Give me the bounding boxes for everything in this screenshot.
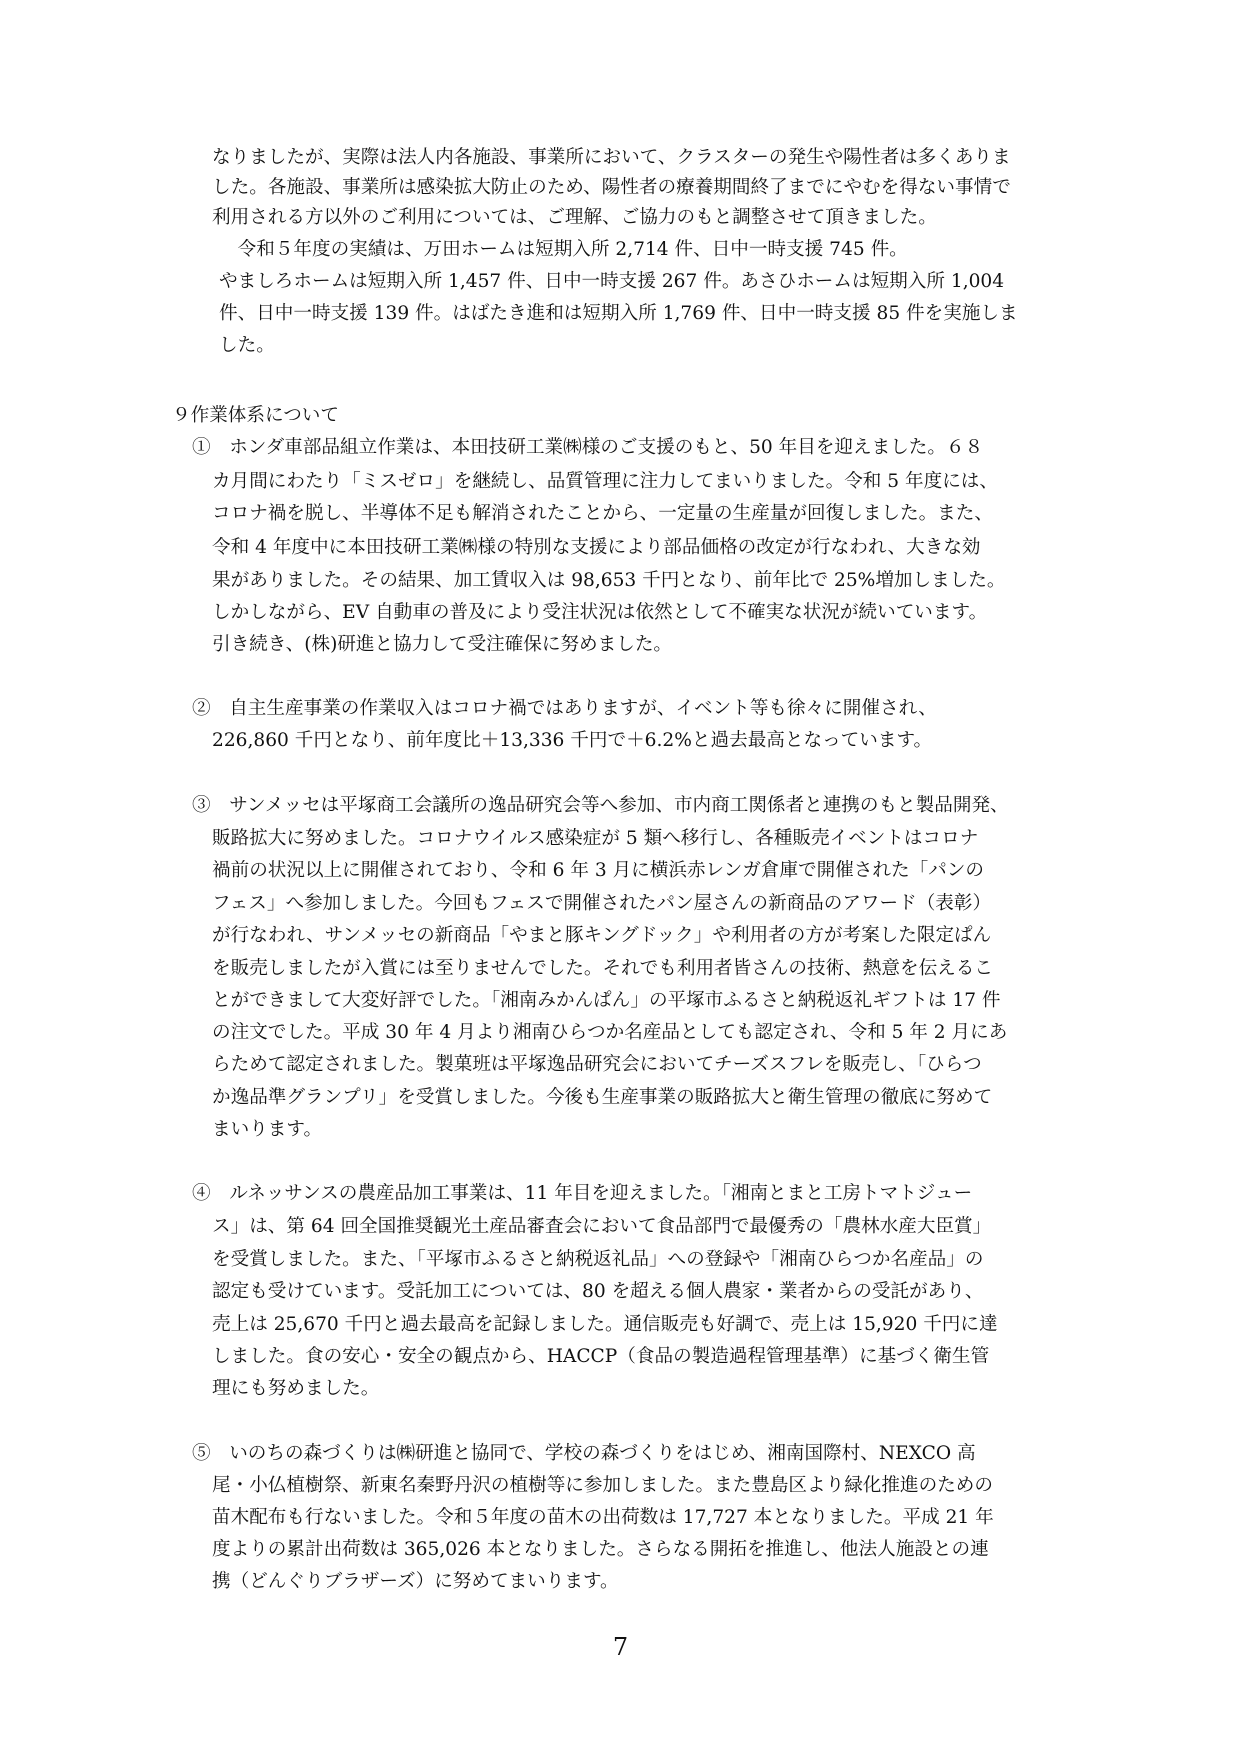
item-line: コロナ禍を脱し、半導体不足も解消されたことから、一定量の生産量が回復しました。また、	[212, 503, 993, 524]
item-line: らためて認定されました。製菓班は平塚逸品研究会においてチーズスフレを販売し、「ひらつ	[212, 1054, 982, 1075]
item-line: 売上は 25,670 千円と過去最高を記録しました。通信販売も好調で、売上は 15,920 千円に達	[212, 1314, 998, 1335]
item-line: が行なわれ、サンメッセの新商品「やまと豚キングドック」や利用者の方が考案した限定ぱん	[212, 925, 992, 946]
intro-line: 件、日中一時支援 139 件。はばたき進和は短期入所 1,769 件、日中一時支援 85 件を実施しま	[219, 303, 1018, 324]
item-line: 引き続き、(株)研進と協力して受注確保に努めました。	[212, 634, 673, 655]
item-line: まいります。	[212, 1119, 323, 1140]
item-line: カ月間にわたり「ミスゼロ」を継続し、品質管理に注力してまいりました。令和 5 年度には、	[212, 471, 998, 492]
item-line: ③ サンメッセは平塚商工会議所の逸品研究会等へ参加、市内商工関係者と連携のもと製品開発、	[192, 795, 1009, 816]
item-line: 苗木配布も行ないました。令和５年度の苗木の出荷数は 17,727 本となりました。平成 21 年	[212, 1507, 994, 1528]
item-line: の注文でした。平成 30 年 4 月より湘南ひらつか名産品としても認定され、令和 5 年 2 月にあ	[212, 1022, 1008, 1043]
section-heading: ９作業体系について	[172, 405, 339, 426]
item-line: 携（どんぐりブラザーズ）に努めてまいります。	[212, 1571, 619, 1592]
intro-line: やましろホームは短期入所 1,457 件、日中一時支援 267 件。あさひホームは短期入所 1,004	[219, 271, 1005, 292]
item-line: を販売しましたが入賞には至りませんでした。それでも利用者皆さんの技術、熱意を伝えるこ	[212, 958, 993, 979]
item-line: 尾・小仏植樹祭、新東名秦野丹沢の植樹等に参加しました。また豊島区より緑化推進のための	[212, 1475, 993, 1496]
item-line: か逸品準グランプリ」を受賞しました。今後も生産事業の販路拡大と衛生管理の徹底に努めて	[212, 1087, 993, 1108]
page-number: 7	[612, 1633, 629, 1661]
item-line: を受賞しました。また、「平塚市ふるさと納税返礼品」への登録や「湘南ひらつか名産品」の	[212, 1249, 984, 1270]
item-line: 果がありました。その結果、加工賃収入は 98,653 千円となり、前年比で 25%増加しました。	[212, 570, 1006, 591]
intro-line: 令和５年度の実績は、万田ホームは短期入所 2,714 件、日中一時支援 745 件。	[219, 239, 908, 260]
item-line: ⑤ いのちの森づくりは㈱研進と協同で、学校の森づくりをはじめ、湘南国際村、NEXCO 高	[192, 1443, 976, 1464]
item-line: しかしながら、EV 自動車の普及により受注状況は依然として不確実な状況が続いています。	[212, 602, 988, 623]
intro-line: なりましたが、実際は法人内各施設、事業所において、クラスターの発生や陽性者は多くありま	[212, 147, 1011, 168]
item-line: 禍前の状況以上に開催されており、令和 6 年 3 月に横浜赤レンガ倉庫で開催された「パンの	[212, 860, 984, 881]
item-line: 令和 4 年度中に本田技研工業㈱様の特別な支援により部品価格の改定が行なわれ、大きな効	[212, 537, 981, 558]
item-line: 度よりの累計出荷数は 365,026 本となりました。さらなる開拓を推進し、他法人施設との連	[212, 1539, 989, 1560]
item-line: 226,860 千円となり、前年度比＋13,336 千円で＋6.2%と過去最高となっています。	[212, 730, 933, 751]
item-line: ④ ルネッサンスの農産品加工事業は、11 年目を迎えました。「湘南とまと工房トマトジュー	[192, 1183, 973, 1204]
item-line: とができまして大変好評でした。「湘南みかんぱん」の平塚市ふるさと納税返礼ギフトは 17 件	[212, 990, 1001, 1011]
item-line: 理にも努めました。	[212, 1378, 380, 1399]
intro-line: 利用される方以外のご利用については、ご理解、ご協力のもと調整させて頂きました。	[212, 207, 937, 228]
item-line: ① ホンダ車部品組立作業は、本田技研工業㈱様のご支援のもと、50 年目を迎えました。６８	[192, 437, 984, 458]
item-line: 販路拡大に努めました。コロナウイルス感染症が 5 類へ移行し、各種販売イベントはコロナ	[212, 828, 979, 849]
intro-line: した。各施設、事業所は感染拡大防止のため、陽性者の療養期間終了までにやむを得ない事情で	[212, 177, 1011, 198]
item-line: ス」は、第 64 回全国推奨観光土産品審査会において食品部門で最優秀の「農林水産大臣賞」	[212, 1216, 992, 1237]
item-line: しました。食の安心・安全の観点から、HACCP（食品の製造過程管理基準）に基づく衛生管	[212, 1346, 990, 1367]
intro-line: した。	[219, 335, 275, 356]
item-line: フェス」へ参加しました。今回もフェスで開催されたパン屋さんの新商品のアワード（表彰）	[212, 893, 992, 914]
item-line: ② 自主生産事業の作業収入はコロナ禍ではありますが、イベント等も徐々に開催され、	[192, 698, 937, 719]
item-line: 認定も受けています。受託加工については、80 を超える個人農家・業者からの受託があり、	[212, 1281, 984, 1302]
